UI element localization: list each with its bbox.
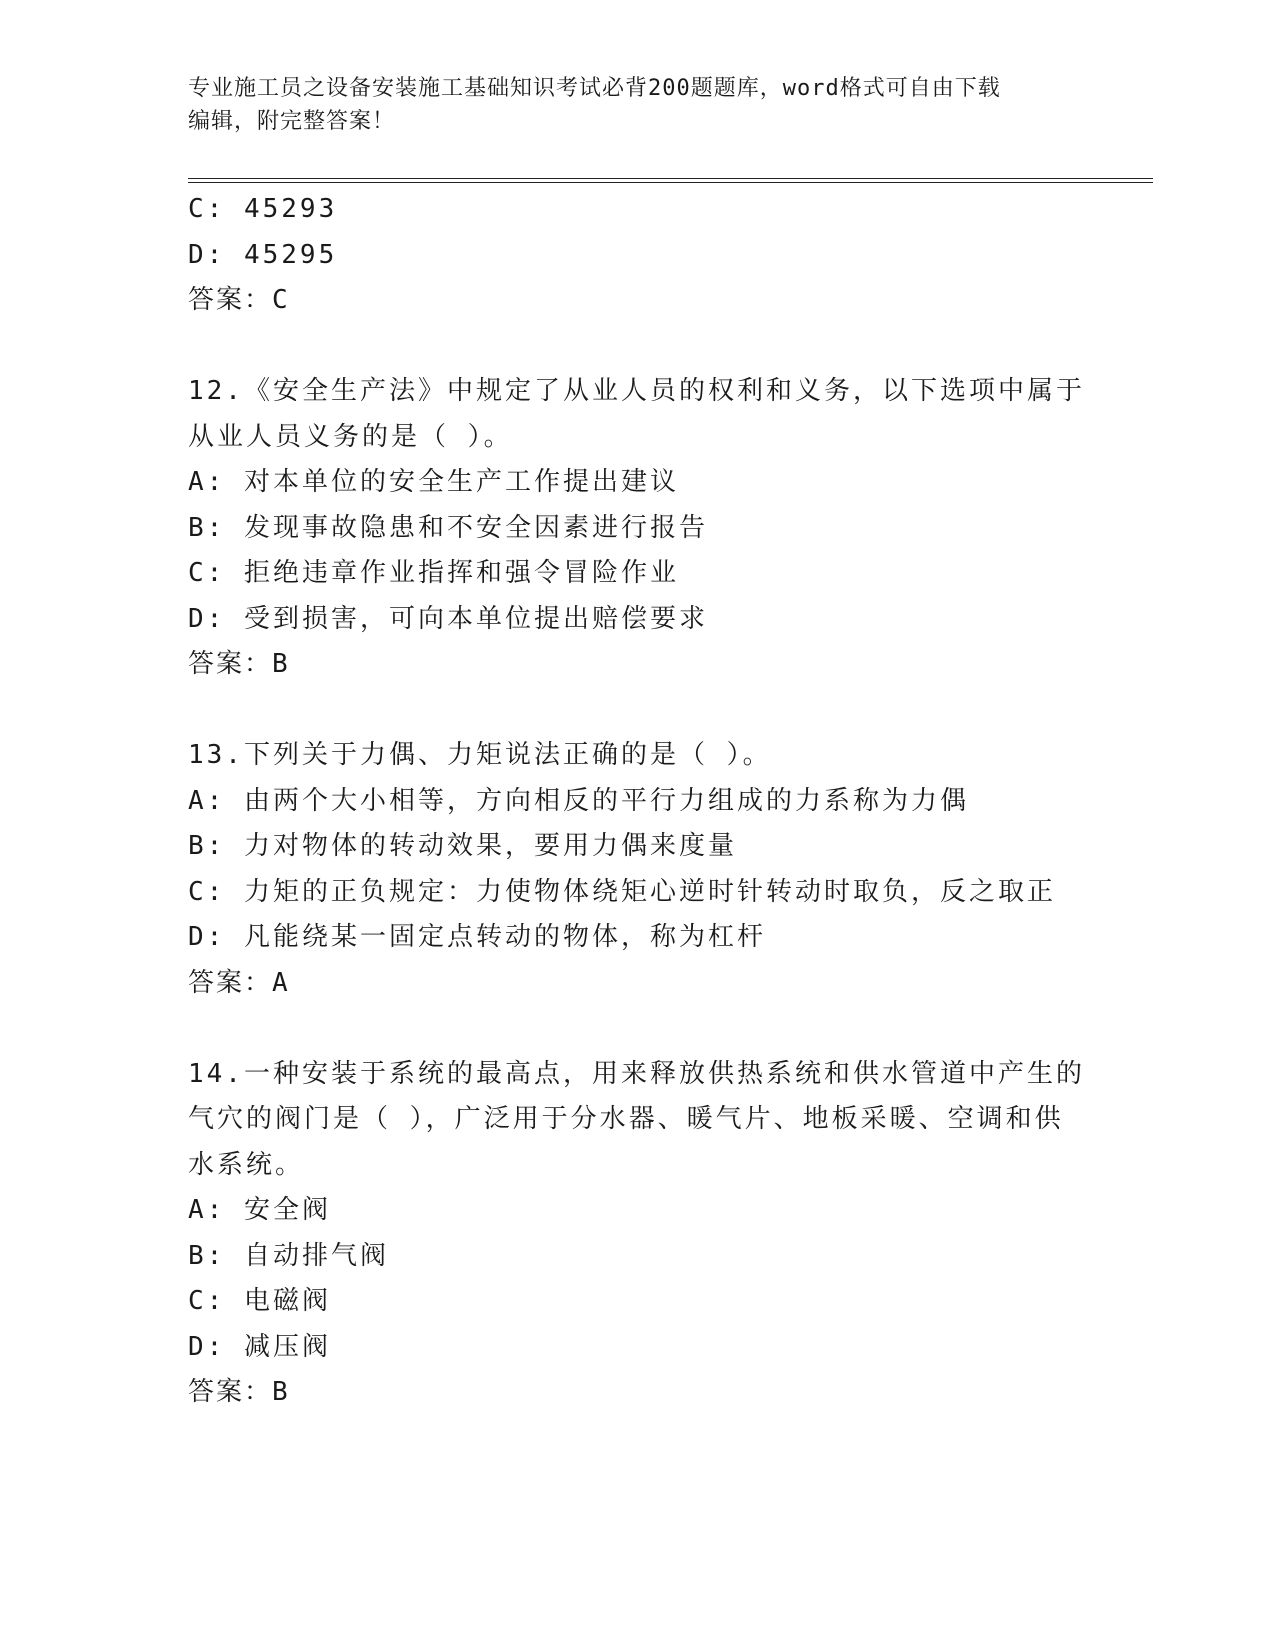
question-14 (188, 1052, 1085, 1416)
header-divider-bottom (188, 182, 1153, 183)
document-header (188, 72, 1068, 138)
option-text: 发现事故隐患和不安全因素进行报告 (243, 512, 708, 543)
answer-line: 答案：A (188, 967, 290, 998)
option-d (188, 597, 1068, 643)
option-key: A: (188, 467, 226, 497)
option-key: C: (188, 558, 226, 588)
answer-line: 答案：B (188, 1377, 290, 1407)
option-key: B: (188, 1240, 226, 1271)
header-line-1: 专业施工员之设备安装施工基础知识考试必背200题题库，word格式可自由下载 (188, 76, 1001, 101)
option-text: 力对物体的转动效果，要用力偶来度量 (243, 831, 737, 861)
option-text: 力矩的正负规定：力使物体绕矩心逆时针转动时取负，反之取正 (243, 876, 1056, 907)
option-text: 凡能绕某一固定点转动的物体，称为杠杆 (243, 922, 766, 952)
option-key: B: (188, 512, 226, 543)
option-key: D: (188, 239, 226, 270)
option-text: 45295 (243, 239, 338, 270)
option-c (188, 187, 1068, 233)
option-a (188, 1188, 1068, 1234)
option-a (188, 779, 1068, 825)
question-fragment-11 (188, 187, 1068, 324)
option-key: C: (188, 194, 226, 224)
option-c (188, 870, 1068, 916)
question-stem-line: 14.一种安装于系统的最高点，用来释放供热系统和供水管道中产生的 (188, 1058, 1085, 1089)
option-text: 安全阀 (243, 1195, 331, 1225)
option-key: A: (188, 1195, 226, 1225)
option-text: 自动排气阀 (243, 1240, 389, 1271)
option-a (188, 460, 1068, 506)
option-text: 45293 (243, 194, 338, 224)
option-text: 电磁阀 (243, 1286, 331, 1316)
option-b (188, 506, 1068, 552)
header-divider-top (188, 178, 1153, 179)
option-b (188, 1234, 1068, 1280)
option-key: A: (188, 785, 226, 816)
option-text: 对本单位的安全生产工作提出建议 (243, 467, 679, 497)
option-c (188, 551, 1068, 597)
option-text: 拒绝违章作业指挥和强令冒险作业 (243, 558, 679, 588)
option-key: B: (188, 831, 226, 861)
option-d (188, 915, 1068, 961)
option-b (188, 824, 1068, 870)
option-key: D: (188, 603, 226, 634)
question-list (188, 187, 1085, 1416)
option-text: 受到损害，可向本单位提出赔偿要求 (243, 603, 708, 634)
question-stem-line: 从业人员义务的是（ ）。 (188, 421, 513, 452)
option-key: D: (188, 1331, 226, 1362)
option-text: 由两个大小相等，方向相反的平行力组成的力系称为力偶 (243, 785, 969, 816)
option-key: C: (188, 876, 226, 907)
question-stem-line: 12.《安全生产法》中规定了从业人员的权利和义务，以下选项中属于 (188, 376, 1085, 406)
question-stem-line: 水系统。 (188, 1149, 305, 1180)
option-key: C: (188, 1286, 226, 1316)
question-stem-line: 气穴的阀门是（ ），广泛用于分水器、暖气片、地板采暖、空调和供 (188, 1104, 1064, 1134)
option-key: D: (188, 922, 226, 952)
question-stem-line: 13.下列关于力偶、力矩说法正确的是（ ）。 (188, 740, 772, 770)
option-d (188, 1325, 1068, 1371)
question-13 (188, 733, 1068, 1006)
header-line-2: 编辑，附完整答案！ (188, 109, 396, 134)
option-c (188, 1279, 1068, 1325)
answer-line: 答案：C (188, 285, 290, 315)
option-d (188, 233, 1068, 279)
option-text: 减压阀 (243, 1331, 331, 1362)
question-12 (188, 369, 1085, 688)
answer-line: 答案：B (188, 649, 290, 679)
